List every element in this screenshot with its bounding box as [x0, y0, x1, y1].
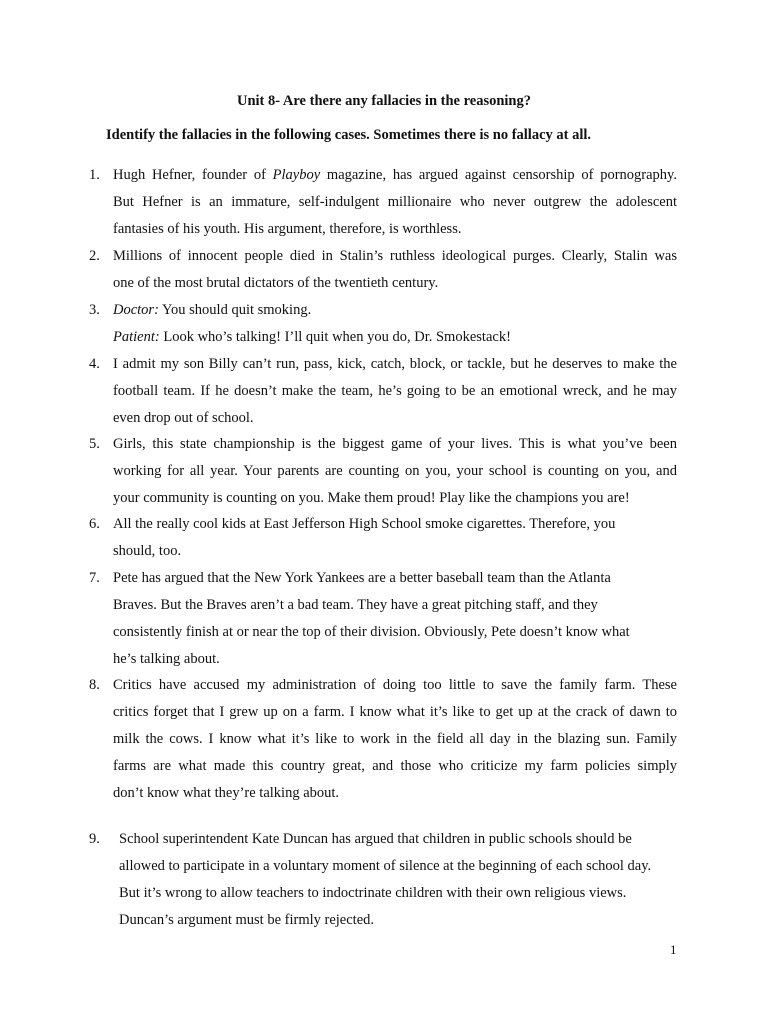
item-line: Pete has argued that the New York Yankees are a better baseball team than the Atlanta: [113, 570, 611, 586]
item-line: he’s talking about.: [113, 651, 220, 667]
item-text: [113, 243, 677, 297]
item-text: [113, 565, 677, 673]
item-text: [113, 431, 677, 512]
item-line: All the really cool kids at East Jefferson High School smoke cigarettes. Therefore, you: [113, 516, 616, 532]
item-line: your community is counting on you. Make them proud! Play like the champions you are!: [113, 490, 630, 506]
item-line: Duncan’s argument must be firmly rejected.: [119, 912, 375, 928]
emphasis-text: Playboy: [272, 167, 321, 183]
item-line: Hugh Hefner, founder of Playboy magazine, has argued against censorship of pornography.: [113, 167, 677, 183]
item-line: should, too.: [113, 543, 182, 559]
item-number: 3.: [89, 302, 100, 318]
item-number: 1.: [89, 167, 100, 183]
emphasis-text: Doctor:: [113, 302, 159, 318]
item-line: milk the cows. I know what it’s like to work in the field all day in the blazing sun. Family: [113, 731, 677, 747]
item-line: Critics have accused my administration of doing too little to save the family farm. These: [113, 677, 677, 693]
item-number: 6.: [89, 516, 100, 532]
item-line: Millions of innocent people died in Stalin’s ruthless ideological purges. Clearly, Stalin was: [113, 248, 677, 264]
emphasis-text: Patient:: [113, 329, 160, 345]
item-line: allowed to participate in a voluntary moment of silence at the beginning of each school day.: [119, 858, 652, 874]
item-line: critics forget that I grew up on a farm. I know what it’s like to get up at the crack of dawn to: [113, 704, 677, 720]
item-line: Braves. But the Braves aren’t a bad team. They have a great pitching staff, and they: [113, 597, 598, 613]
page-number: 1: [670, 942, 677, 957]
item-line: Patient: Look who’s talking! I’ll quit when you do, Dr. Smokestack!: [113, 329, 511, 345]
item-text: [113, 162, 677, 243]
item-line: fantasies of his youth. His argument, therefore, is worthless.: [113, 221, 462, 237]
item-line: Girls, this state championship is the biggest game of your lives. This is what you’ve been: [113, 436, 677, 452]
item-line: School superintendent Kate Duncan has argued that children in public schools should be: [119, 831, 632, 847]
item-number: 9.: [89, 831, 100, 847]
item-line: Doctor: You should quit smoking.: [113, 302, 312, 318]
item-text: [113, 297, 677, 351]
document-title: Unit 8- Are there any fallacies in the reasoning?: [236, 93, 531, 109]
item-text: [113, 511, 677, 565]
instruction-text: Identify the fallacies in the following cases. Sometimes there is no fallacy at all.: [106, 127, 592, 143]
item-number: 2.: [89, 248, 100, 264]
item-text: [113, 672, 677, 807]
item-line: working for all year. Your parents are counting on you, your school is counting on you, and: [113, 463, 677, 479]
item-line: I admit my son Billy can’t run, pass, kick, catch, block, or tackle, but he deserves to make the: [113, 356, 677, 372]
item-line: farms are what made this country great, and those who criticize my farm policies simply: [113, 758, 677, 774]
item-line: don’t know what they’re talking about.: [113, 785, 340, 801]
item-line: But it’s wrong to allow teachers to indoctrinate children with their own religious views.: [119, 885, 627, 901]
item-number: 4.: [89, 356, 100, 372]
item-line: But Hefner is an immature, self-indulgent millionaire who never outgrew the adolescent: [113, 194, 677, 210]
item-number: 5.: [89, 436, 100, 452]
item-text: [113, 351, 677, 432]
item-number: 8.: [89, 677, 100, 693]
item-text: [119, 826, 679, 934]
item-line: one of the most brutal dictators of the twentieth century.: [113, 275, 439, 291]
item-line: even drop out of school.: [113, 410, 254, 426]
item-line: consistently finish at or near the top of their division. Obviously, Pete doesn’t know what: [113, 624, 630, 640]
item-line: football team. If he doesn’t make the team, he’s going to be an emotional wreck, and he may: [113, 383, 677, 399]
item-number: 7.: [89, 570, 100, 586]
